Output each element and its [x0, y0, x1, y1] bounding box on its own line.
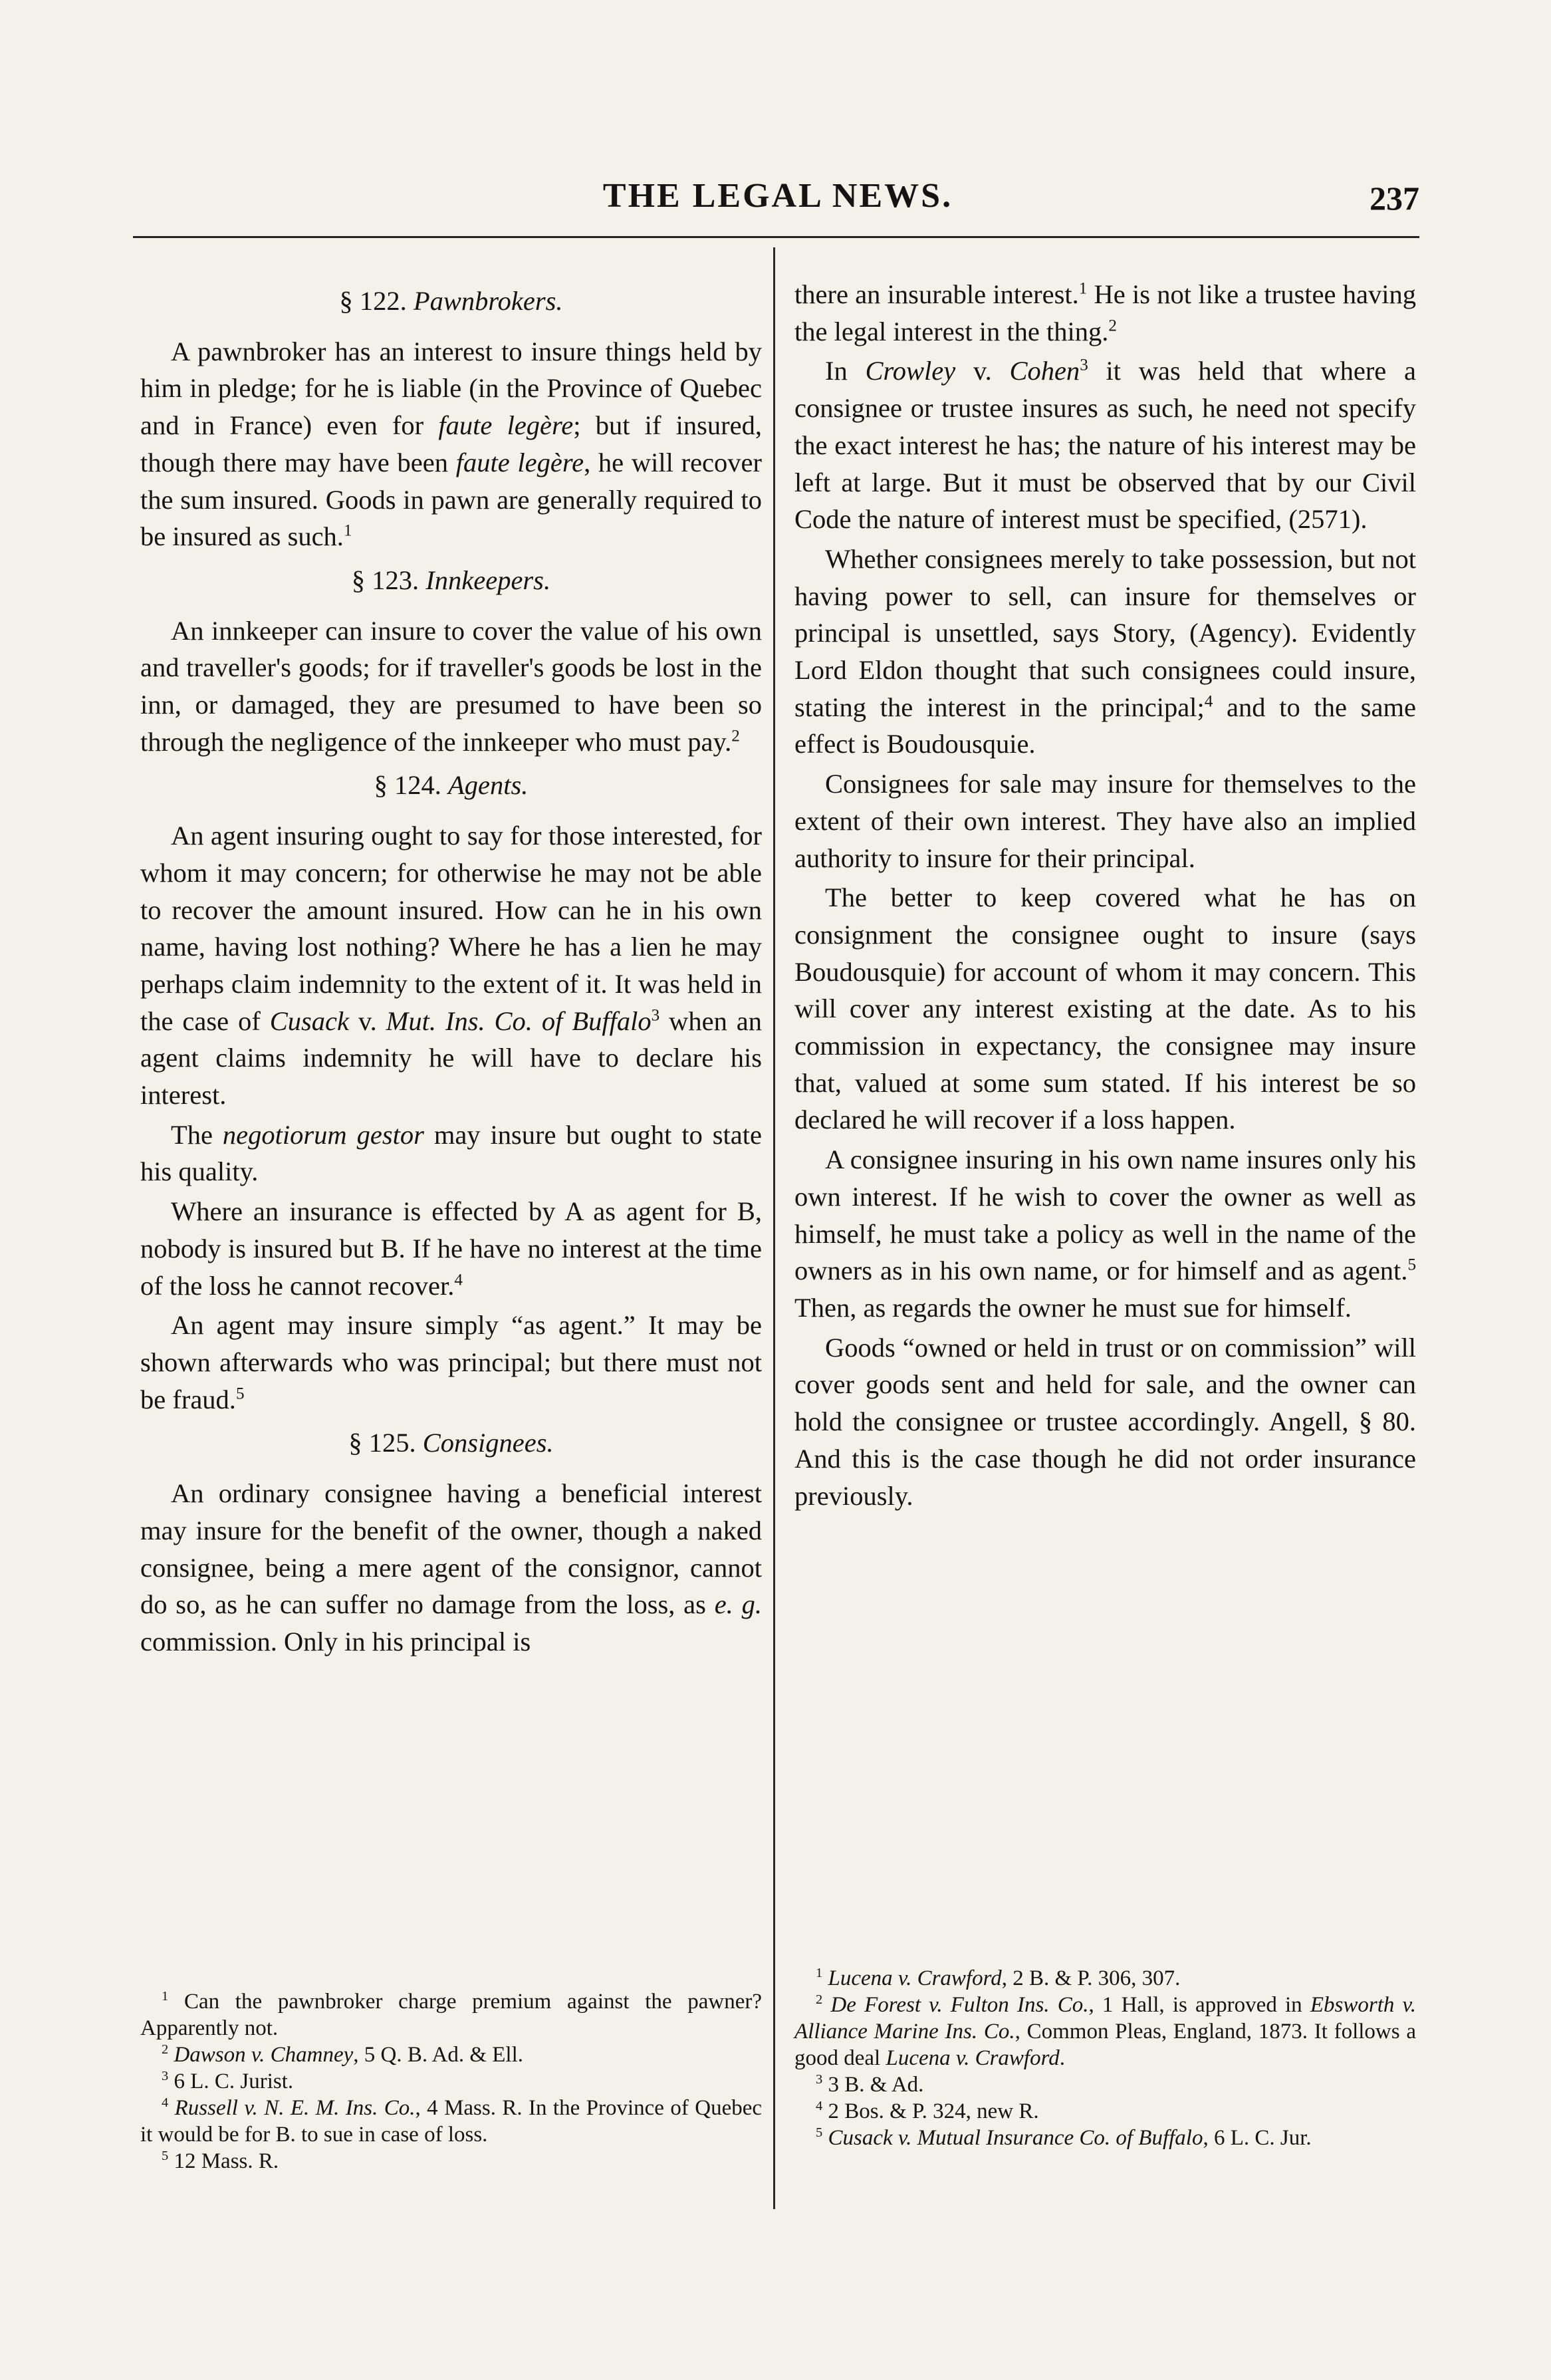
section-title: Pawnbrokers.	[413, 286, 563, 316]
footnote-ref: 4	[1204, 692, 1213, 711]
section-number: § 122.	[339, 286, 407, 316]
paragraph: A consignee insuring in his own name insures only his own interest. If he wish to cover the owner as well as himself, he must take a policy as well in the name of the owners as in his own name, or for himself and as agent.$^5$ Then, as regards the owner he must sue for himself.	[794, 1144, 1416, 1323]
paragraph: A pawnbroker has an interest to insure things held by him in pledge; for he is liable (in the Province of Quebec and in France) even for faute legère; but if insured, though there may have been faute legère, he will recover the sum insured. Goods in pawn are generally required to be insured as such.$^1$	[140, 336, 762, 552]
footnote-ref: 1	[343, 521, 352, 540]
footnote: $^1$ Lucena v. Crawford, 2 B. & P. 306, 307.	[816, 1966, 1181, 1990]
section-title: Agents.	[448, 770, 529, 801]
section-title: Consignees.	[422, 1428, 554, 1458]
paragraph: The negotiorum gestor may insure but ought to state his quality.	[140, 1119, 762, 1187]
section-heading-124	[140, 767, 762, 804]
running-title: THE LEGAL NEWS.	[602, 177, 953, 215]
footnote-ref: 2	[731, 727, 740, 745]
paragraph: Where an insurance is effected by A as agent for B, nobody is insured but B. If he have no interest at the time of the loss he cannot recover.$^4$	[140, 1196, 762, 1301]
paragraph: there an insurable interest.$^1$ He is not like a trustee having the legal interest in the thing.$^2$	[794, 279, 1416, 346]
section-heading-125	[140, 1424, 762, 1462]
footnote-ref: 3	[1080, 356, 1088, 374]
footnote-ref: 2	[1108, 317, 1117, 335]
column-divider	[773, 247, 775, 2209]
section-number: § 123.	[351, 565, 419, 595]
footnote: $^5$ 12 Mass. R.	[162, 2149, 279, 2173]
footnote: $^2$ De Forest v. Fulton Ins. Co., 1 Hall, is approved in Ebsworth v. Alliance Marine Ins. Co., Common Pleas, England, 1873. It follows a good deal Lucena v. Crawford.	[794, 1992, 1417, 2070]
footnote: $^2$ Dawson v. Chamney, 5 Q. B. Ad. & Ell.	[162, 2042, 524, 2067]
paragraph: An innkeeper can insure to cover the value of his own and traveller's goods; for if traveller's goods be lost in the inn, or damaged, they are presumed to have been so through the negligence of the innkeeper who must pay.$^2$	[140, 615, 762, 757]
footnote-ref: 4	[454, 1271, 463, 1289]
section-heading-122	[140, 283, 762, 320]
right-column	[794, 276, 1416, 1517]
paragraph: An agent may insure simply “as agent.” It may be shown afterwards who was principal; but there must not be fraud.$^5$	[140, 1310, 762, 1414]
left-footnotes	[140, 1988, 762, 2175]
section-number: § 124.	[374, 770, 441, 801]
paragraph: Consignees for sale may insure for themselves to the extent of their own interest. They have also an implied authority to insure for their principal.	[794, 769, 1416, 873]
paragraph: The better to keep covered what he has on consignment the consignee ought to insure (says Boudousquie) for account of whom it may concern. This will cover any interest existing at the date. As to his commission in expectancy, the consignee may insure that, valued at some sum stated. If his interest be so declared he will recover if a loss happen.	[794, 882, 1416, 1135]
right-footnotes	[794, 1965, 1416, 2151]
left-column	[140, 276, 762, 1663]
footnote-ref: 1	[1078, 279, 1088, 298]
paragraph: An ordinary consignee having a beneficial interest may insure for the benefit of the owner, though a naked consignee, being a mere agent of the consignor, cannot do so, as he can suffer no damage from the loss, as e. g. commission. Only in his principal is	[140, 1478, 762, 1656]
section-number: § 125.	[348, 1428, 416, 1458]
paragraph: In Crowley v. Cohen$^3$ it was held that where a consignee or trustee insures as such, he need not specify the exact interest he has; the nature of his interest may be left at large. But it must be observed that by our Civil Code the nature of interest must be specified, (2571).	[794, 356, 1416, 535]
footnote: $^3$ 3 B. & Ad.	[816, 2072, 924, 2097]
footnote-ref: 3	[651, 1006, 660, 1025]
section-title: Innkeepers.	[425, 565, 551, 595]
footnote: $^4$ 2 Bos. & P. 324, new R.	[816, 2099, 1039, 2123]
footnote: $^1$ Can the pawnbroker charge premium against the pawner? Apparently not.	[140, 1989, 763, 2040]
section-heading-123	[140, 562, 762, 599]
footnote: $^4$ Russell v. N. E. M. Ins. Co., 4 Mass. R. In the Province of Quebec it would be for B. to sue in case of loss.	[140, 2095, 763, 2147]
header-rule	[133, 236, 1419, 238]
footnote-ref: 5	[235, 1385, 245, 1403]
paragraph: An agent insuring ought to say for those interested, for whom it may concern; for otherwise he may not be able to recover the amount insured. How can he in his own name, having lost nothing? Where he has a lien he may perhaps claim indemnity to the extent of it. It was held in the case of Cusack v. Mut. Ins. Co. of Buffalo$^3$ when an agent claims indemnity he will have to declare his interest.	[140, 821, 763, 1111]
page-number: 237	[1370, 180, 1419, 217]
footnote: $^3$ 6 L. C. Jurist.	[162, 2069, 294, 2093]
paragraph: Goods “owned or held in trust or on commission” will cover goods sent and held for sale, and the owner can hold the consignee or trustee accordingly. Angell, § 80. And this is the case though he did not order insurance previously.	[794, 1332, 1416, 1511]
page-header	[136, 170, 1419, 223]
paragraph: Whether consignees merely to take possession, but not having power to sell, can insure for themselves or principal is unsettled, says Story, (Agency). Evidently Lord Eldon thought that such consignees could insure, stating the interest in the principal;$^4$ and to the same effect is Boudousquie.	[794, 543, 1417, 759]
footnote: $^5$ Cusack v. Mutual Insurance Co. of Buffalo, 6 L. C. Jur.	[816, 2125, 1312, 2150]
footnote-ref: 5	[1407, 1256, 1416, 1274]
